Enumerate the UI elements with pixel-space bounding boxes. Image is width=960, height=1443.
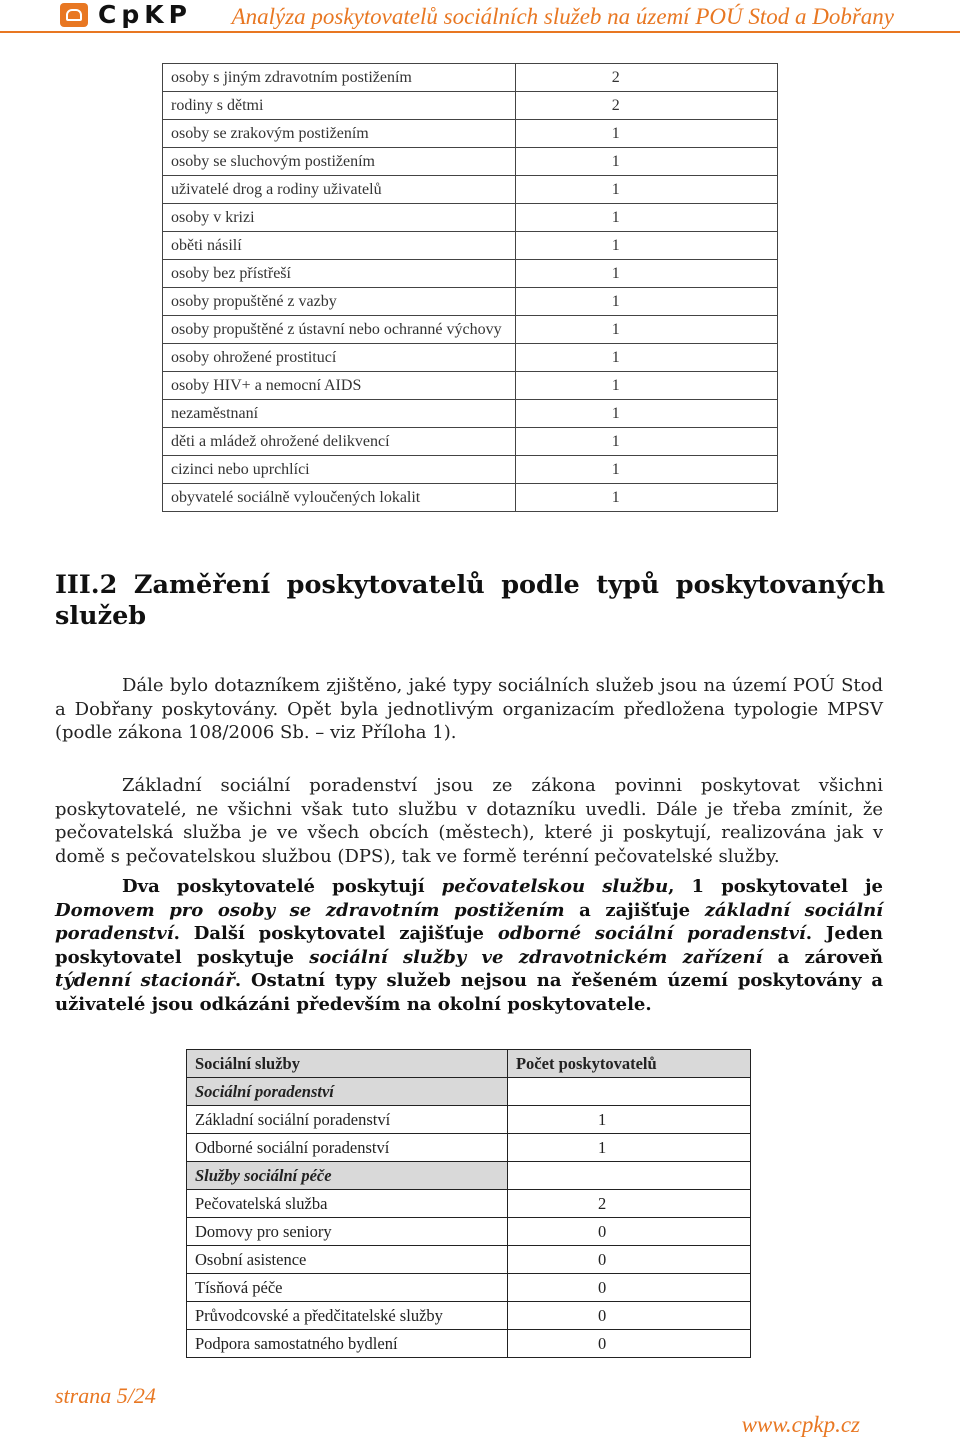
- table-row: [163, 148, 778, 176]
- service-count: 0: [507, 1218, 750, 1246]
- table-row: [187, 1302, 751, 1330]
- service-name: Odborné sociální poradenství: [187, 1134, 508, 1162]
- target-group-count: 1: [515, 260, 777, 288]
- service-name: Osobní asistence: [187, 1246, 508, 1274]
- service-count: [507, 1078, 750, 1106]
- target-group-count: 2: [515, 64, 777, 92]
- target-group-name: osoby v krizi: [163, 204, 516, 232]
- table-row: [187, 1330, 751, 1358]
- table-row: [163, 344, 778, 372]
- service-count: 0: [507, 1274, 750, 1302]
- table-row: [163, 204, 778, 232]
- target-group-count: 1: [515, 400, 777, 428]
- logo-icon: [60, 3, 88, 27]
- section-heading: III.2 Zaměření poskytovatelů podle typů poskytovaných služeb: [55, 570, 885, 631]
- table-row: [163, 484, 778, 512]
- service-name: Služby sociální péče: [187, 1162, 508, 1190]
- target-group-name: rodiny s dětmi: [163, 92, 516, 120]
- target-groups-table: [162, 63, 778, 512]
- table-row: [163, 120, 778, 148]
- target-group-count: 1: [515, 288, 777, 316]
- service-name: Průvodcovské a předčitatelské služby: [187, 1302, 508, 1330]
- target-group-count: 1: [515, 344, 777, 372]
- table-row: [187, 1190, 751, 1218]
- page-number: strana 5/24: [55, 1383, 156, 1408]
- table-row: [163, 92, 778, 120]
- cpkp-logo: [60, 2, 192, 28]
- target-group-name: osoby se sluchovým postižením: [163, 148, 516, 176]
- table-row: [163, 372, 778, 400]
- service-count: 1: [507, 1134, 750, 1162]
- service-name: Tísňová péče: [187, 1274, 508, 1302]
- service-name: Základní sociální poradenství: [187, 1106, 508, 1134]
- target-group-count: 1: [515, 176, 777, 204]
- service-count: 1: [507, 1106, 750, 1134]
- paragraph-intro: Dále bylo dotazníkem zjištěno, jaké typy sociálních služeb jsou na území POÚ Stod a Dobřany poskytovány. Opět byla jednotlivým organizacím předložena typologie MPSV (podle zákona 108/2006 Sb. – viz Příloha 1).: [55, 675, 883, 743]
- table-row: [163, 232, 778, 260]
- target-group-name: cizinci nebo uprchlíci: [163, 456, 516, 484]
- service-name: Pečovatelská služba: [187, 1190, 508, 1218]
- category-row: [187, 1162, 751, 1190]
- target-group-name: osoby propuštěné z vazby: [163, 288, 516, 316]
- table-row: [163, 400, 778, 428]
- target-group-name: osoby bez přístřeší: [163, 260, 516, 288]
- page-header: [0, 0, 960, 34]
- target-group-count: 1: [515, 316, 777, 344]
- service-name: Podpora samostatného bydlení: [187, 1330, 508, 1358]
- target-group-name: oběti násilí: [163, 232, 516, 260]
- target-group-name: děti a mládež ohrožené delikvencí: [163, 428, 516, 456]
- table-row: [187, 1106, 751, 1134]
- service-count: [507, 1162, 750, 1190]
- service-count: 0: [507, 1246, 750, 1274]
- paragraph-counseling: Základní sociální poradenství jsou ze zákona povinni poskytovat všichni poskytovatelé, ne všichni však tuto službu v dotazníku uvedli. Dále je třeba zmínit, že pečovatelská služba je ve všech obcích (městech), které ji poskytují, realizována jak v domě s pečovatelskou službou (DPS), tak ve formě terénní pečovatelské služby.: [55, 775, 883, 867]
- target-group-count: 1: [515, 204, 777, 232]
- paragraph-summary: Dva poskytovatelé poskytují pečovatelskou službu, 1 poskytovatel je Domovem pro osoby se zdravotním postižením a zajišťuje základní sociální poradenství. Další poskytovatel zajišťuje odborné sociální poradenství. Jeden poskytovatel poskytuje sociální služby ve zdravotnickém zařízení a zároveň týdenní stacionář. Ostatní typy služeb nejsou na řešeném území poskytovány a uživatelé jsou odkázáni především na okolní poskytovatele.: [55, 876, 884, 1015]
- table-row: [163, 176, 778, 204]
- table-row: [163, 288, 778, 316]
- target-group-name: osoby propuštěné z ústavní nebo ochranné výchovy: [163, 316, 516, 344]
- column-header-count: Počet poskytovatelů: [507, 1050, 750, 1078]
- target-group-count: 1: [515, 484, 777, 512]
- table-row: [163, 316, 778, 344]
- table-row: [163, 428, 778, 456]
- header-title: Analýza poskytovatelů sociálních služeb na území POÚ Stod a Dobřany: [231, 4, 894, 29]
- header-divider: [0, 31, 960, 33]
- target-group-count: 1: [515, 148, 777, 176]
- target-group-name: obyvatelé sociálně vyloučených lokalit: [163, 484, 516, 512]
- table-row: [163, 260, 778, 288]
- service-count: 0: [507, 1330, 750, 1358]
- table-row: [187, 1246, 751, 1274]
- table-header-row: [187, 1050, 751, 1078]
- table-row: [187, 1218, 751, 1246]
- target-group-name: nezaměstnaní: [163, 400, 516, 428]
- service-count: 2: [507, 1190, 750, 1218]
- table-row: [163, 456, 778, 484]
- target-group-count: 1: [515, 372, 777, 400]
- target-group-count: 1: [515, 428, 777, 456]
- service-count: 0: [507, 1302, 750, 1330]
- target-group-name: osoby ohrožené prostitucí: [163, 344, 516, 372]
- target-group-name: uživatelé drog a rodiny uživatelů: [163, 176, 516, 204]
- services-table: [186, 1049, 751, 1358]
- column-header-services: Sociální služby: [187, 1050, 508, 1078]
- category-row: [187, 1078, 751, 1106]
- target-group-count: 1: [515, 456, 777, 484]
- target-group-name: osoby HIV+ a nemocní AIDS: [163, 372, 516, 400]
- table-row: [163, 64, 778, 92]
- table-row: [187, 1134, 751, 1162]
- target-group-count: 1: [515, 120, 777, 148]
- service-name: Sociální poradenství: [187, 1078, 508, 1106]
- logo-text: CpKP: [98, 0, 192, 29]
- table-row: [187, 1274, 751, 1302]
- target-group-name: osoby se zrakovým postižením: [163, 120, 516, 148]
- service-name: Domovy pro seniory: [187, 1218, 508, 1246]
- target-group-name: osoby s jiným zdravotním postižením: [163, 64, 516, 92]
- target-group-count: 1: [515, 232, 777, 260]
- target-group-count: 2: [515, 92, 777, 120]
- footer-url: www.cpkp.cz: [741, 1412, 860, 1437]
